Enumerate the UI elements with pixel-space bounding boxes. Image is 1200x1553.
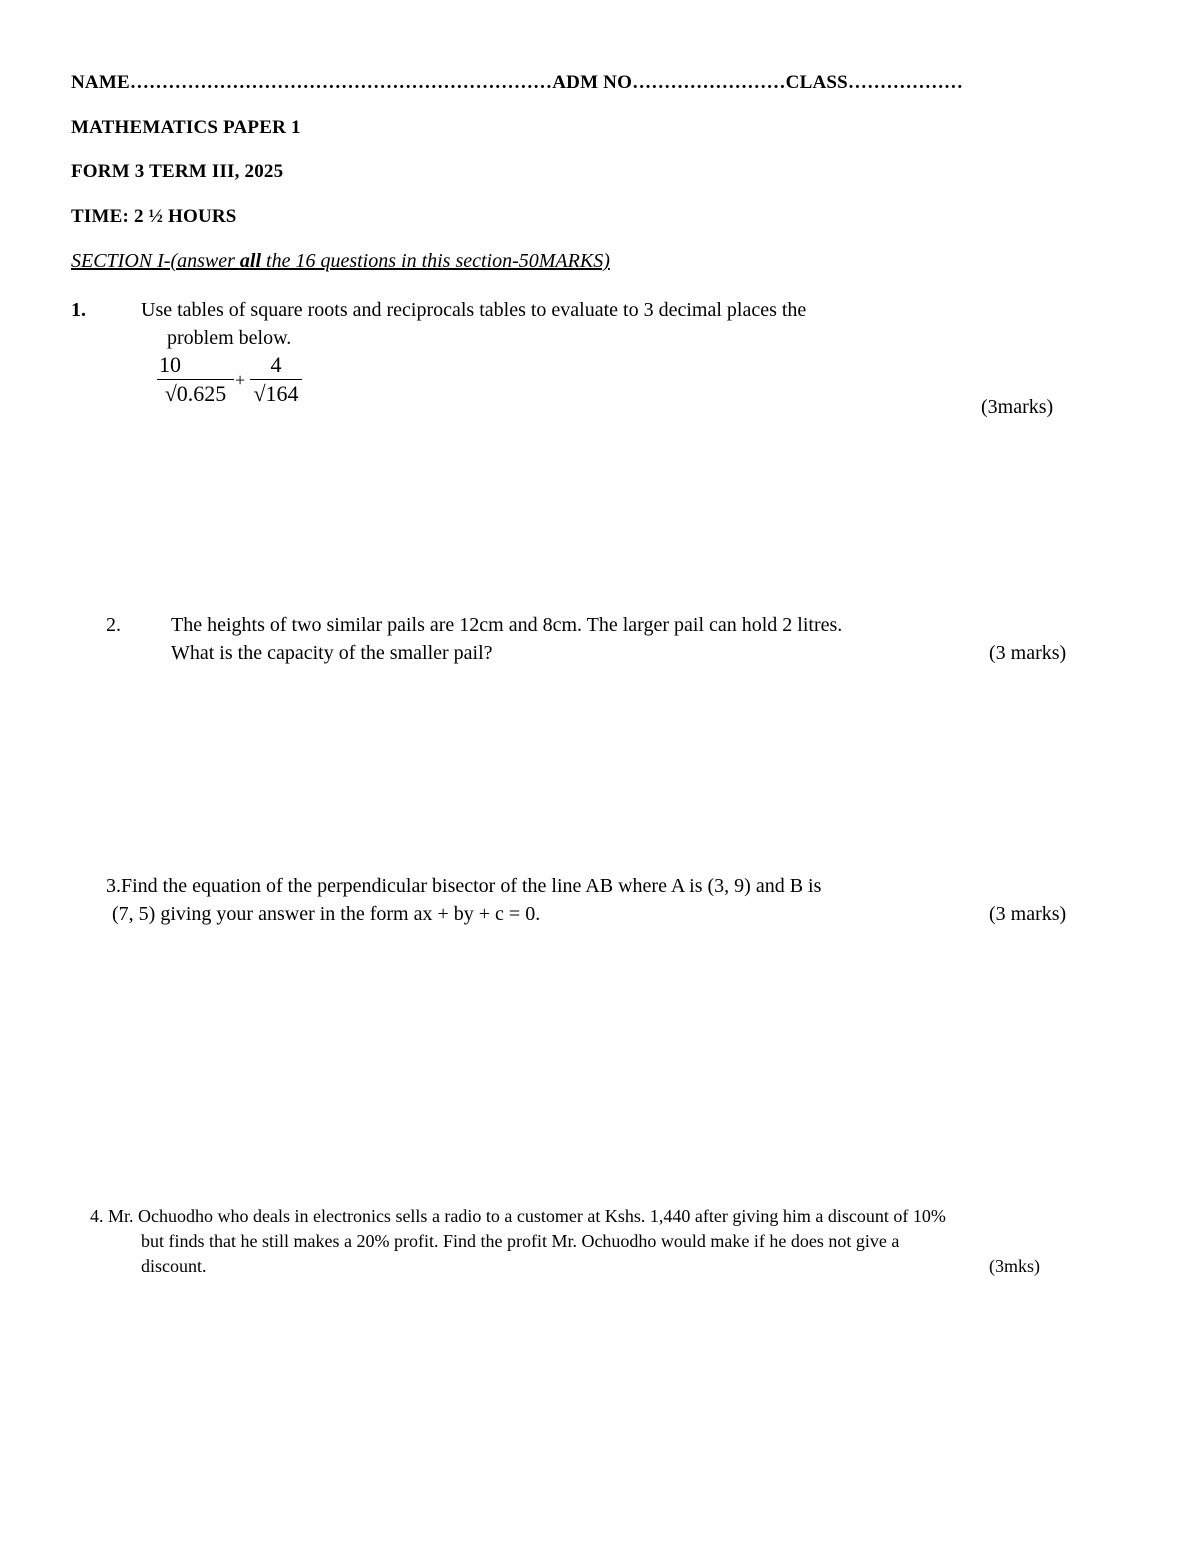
q4-line3: discount.	[141, 1256, 207, 1276]
q2-marks: (3 marks)	[989, 642, 1067, 664]
q1-line2: problem below.	[167, 327, 292, 349]
paper-title: MATHEMATICS PAPER 1	[71, 117, 301, 138]
q4-line2: but finds that he still makes a 20% profit. Find the profit Mr. Ochuodho would make if he does not give a	[141, 1231, 900, 1251]
form-term: FORM 3 TERM III, 2025	[71, 161, 284, 182]
exam-time: TIME: 2 ½ HOURS	[71, 206, 237, 227]
q4-line1: 4. Mr. Ochuodho who deals in electronics sells a radio to a customer at Kshs. 1,440 after giving him a discount of 10%	[90, 1206, 946, 1226]
q4-marks: (3mks)	[989, 1256, 1040, 1276]
q1-number: 1.	[71, 299, 86, 321]
section-prefix: SECTION I-(answer	[71, 250, 240, 272]
q2-line2: What is the capacity of the smaller pail?	[171, 642, 493, 664]
q2-line1: The heights of two similar pails are 12cm and 8cm. The larger pail can hold 2 litres.	[171, 614, 843, 636]
section-heading	[71, 250, 610, 273]
q1-frac2-numerator: 4	[270, 352, 282, 377]
q1-fraction-2	[250, 352, 302, 407]
q3-marks: (3 marks)	[989, 903, 1067, 925]
q1-frac1-numerator: 10	[159, 352, 181, 377]
q1-plus: +	[235, 370, 246, 390]
q3-line2: (7, 5) giving your answer in the form ax + by + c = 0.	[112, 903, 541, 925]
fraction-bar	[157, 379, 234, 380]
q1-frac2-denominator: √164	[253, 381, 299, 406]
q2-number: 2.	[106, 614, 121, 636]
fraction-bar	[250, 379, 302, 380]
q1-frac1-denominator: √0.625	[164, 381, 227, 406]
q1-line1: Use tables of square roots and reciprocals tables to evaluate to 3 decimal places the	[141, 299, 807, 321]
q1-marks: (3marks)	[981, 396, 1054, 418]
section-suffix: the 16 questions in this section-50MARKS)	[261, 250, 610, 272]
q3-line1: 3.Find the equation of the perpendicular bisector of the line AB where A is (3, 9) and B is	[106, 875, 822, 897]
q1-fraction-1	[157, 352, 234, 407]
name-adm-class-line: NAME…………………………………………………………ADM NO……………………CLASS………………	[71, 72, 964, 93]
section-bold: all	[239, 250, 262, 272]
